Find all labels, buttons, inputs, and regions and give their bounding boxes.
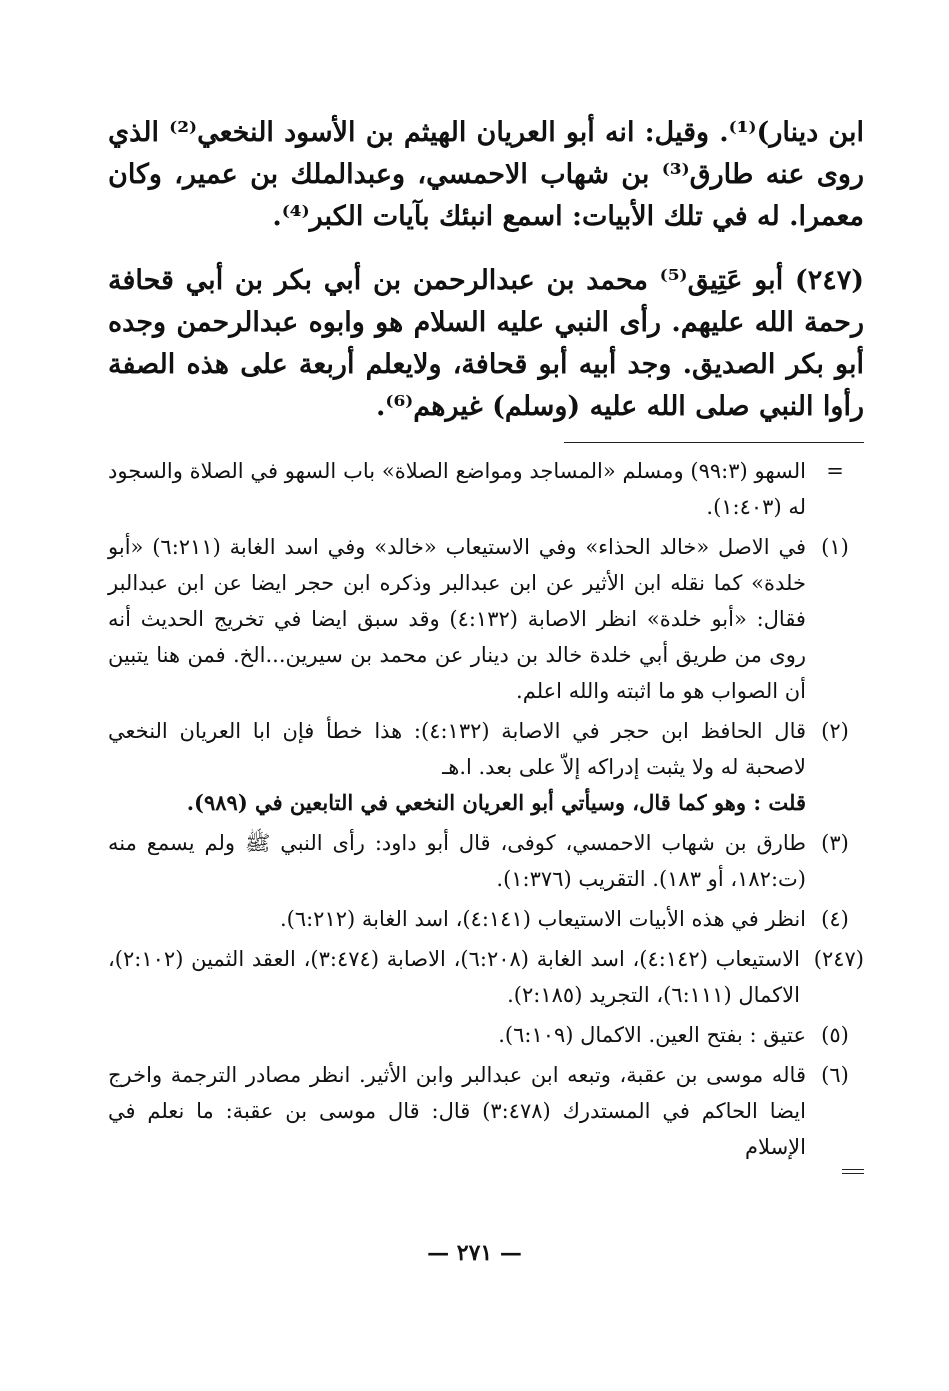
footnote-1 [108, 529, 864, 709]
footnote-marker: (٥) [821, 1023, 849, 1047]
footnote-text: طارق بن شهاب الاحمسي، كوفى، قال أبو داود: رأى النبي ﷺ ولم يسمع منه (ت:١٨٢، أو ١٨٣). التقريب (١:٣٧٦). [108, 831, 806, 891]
continuation-mark [842, 1169, 864, 1174]
footnote-text: قال الحافظ ابن حجر في الاصابة (٤:١٣٢): هذا خطأ فإن ابا العريان النخعي لاصحبة له ولا يثبت إدراكه إلاّ على بعد. ا.هـ [108, 719, 807, 779]
footnote-marker: = [826, 459, 844, 483]
footnote-text: قاله موسى بن عقبة، وتبعه ابن عبدالبر وابن الأثير. انظر مصادر الترجمة واخرج ايضا الحاكم في المستدرك (٣:٤٧٨) قال: قال موسى بن عقبة: ما نعلم في الإسلام [108, 1063, 806, 1159]
footnote-continued [108, 453, 864, 525]
footnote-2 [108, 713, 864, 821]
footnote-marker: (٤) [821, 907, 849, 931]
page-body [108, 112, 864, 1174]
footnote-5 [108, 1017, 864, 1053]
footnote-separator [564, 442, 864, 443]
footnote-text: عتيق : بفتح العين. الاكمال (٦:١٠٩). [498, 1023, 806, 1047]
main-text [108, 112, 864, 428]
footnote-marker: (٢٤٧) [813, 947, 864, 971]
footnote-text: السهو (٩٩:٣) ومسلم «المساجد ومواضع الصلاة» باب السهو في الصلاة والسجود له (١:٤٠٣). [108, 459, 806, 519]
footnote-text: انظر في هذه الأبيات الاستيعاب (٤:١٤١)، اسد الغابة (٦:٢١٢). [279, 907, 806, 931]
footnote-3 [108, 825, 864, 897]
footnote-247 [108, 941, 864, 1013]
main-paragraph-2: (٢٤٧) أبو عَتِيق⁽⁵⁾ محمد بن عبدالرحمن بن أبي بكر بن أبي قحافة رحمة الله عليهم. رأى النبي عليه السلام هو وابوه عبدالرحمن وجده أبو بكر الصديق. وجد أبيه أبو قحافة، ولايعلم أربعة على هذه الصفة رأوا النبي صلى الله عليه (وسلم) غيرهم⁽⁶⁾. [108, 265, 864, 422]
page-number: — ٢٧١ — [427, 1240, 522, 1266]
footnote-marker: (١) [821, 535, 849, 559]
footnote-text: في الاصل «خالد الحذاء» وفي الاستيعاب «خالد» وفي اسد الغابة (٦:٢١١) «أبو خلدة» كما نقله ابن الأثير عن ابن عبدالبر وذكره ابن حجر ايضا عن ابن عبدالبر فقال: «أبو خلدة» انظر الاصابة (٤:١٣٢) وقد سبق ايضا في تخريج الحديث أنه روى من طريق أبي خلدة خالد بن دينار عن محمد بن سيرين...الخ. فمن هنا يتبين أن الصواب هو ما اثبته والله اعلم. [108, 535, 806, 703]
footnote-marker: (٢) [821, 719, 849, 743]
footnote-text-extra: قلت : وهو كما قال، وسيأتي أبو العريان النخعي في التابعين في (٩٨٩). [186, 790, 806, 815]
main-paragraph-1: ابن دينار)⁽¹⁾. وقيل: انه أبو العريان الهيثم بن الأسود النخعي⁽²⁾ الذي روى عنه طارق⁽³⁾ بن شهاب الاحمسي، وعبدالملك بن عمير، وكان معمرا. له في تلك الأبيات: اسمع انبئك بآيات الكبر⁽⁴⁾. [108, 117, 864, 232]
footnote-6 [108, 1057, 864, 1165]
footnote-4 [108, 901, 864, 937]
footnote-text: الاستيعاب (٤:١٤٢)، اسد الغابة (٦:٢٠٨)، الاصابة (٣:٤٧٤)، العقد الثمين (٢:١٠٢)، الاكمال (٦:١١١)، التجريد (٢:١٨٥). [108, 947, 800, 1007]
footnote-marker: (٣) [821, 831, 849, 855]
footnote-marker: (٦) [821, 1063, 849, 1087]
footnotes [108, 453, 864, 1174]
